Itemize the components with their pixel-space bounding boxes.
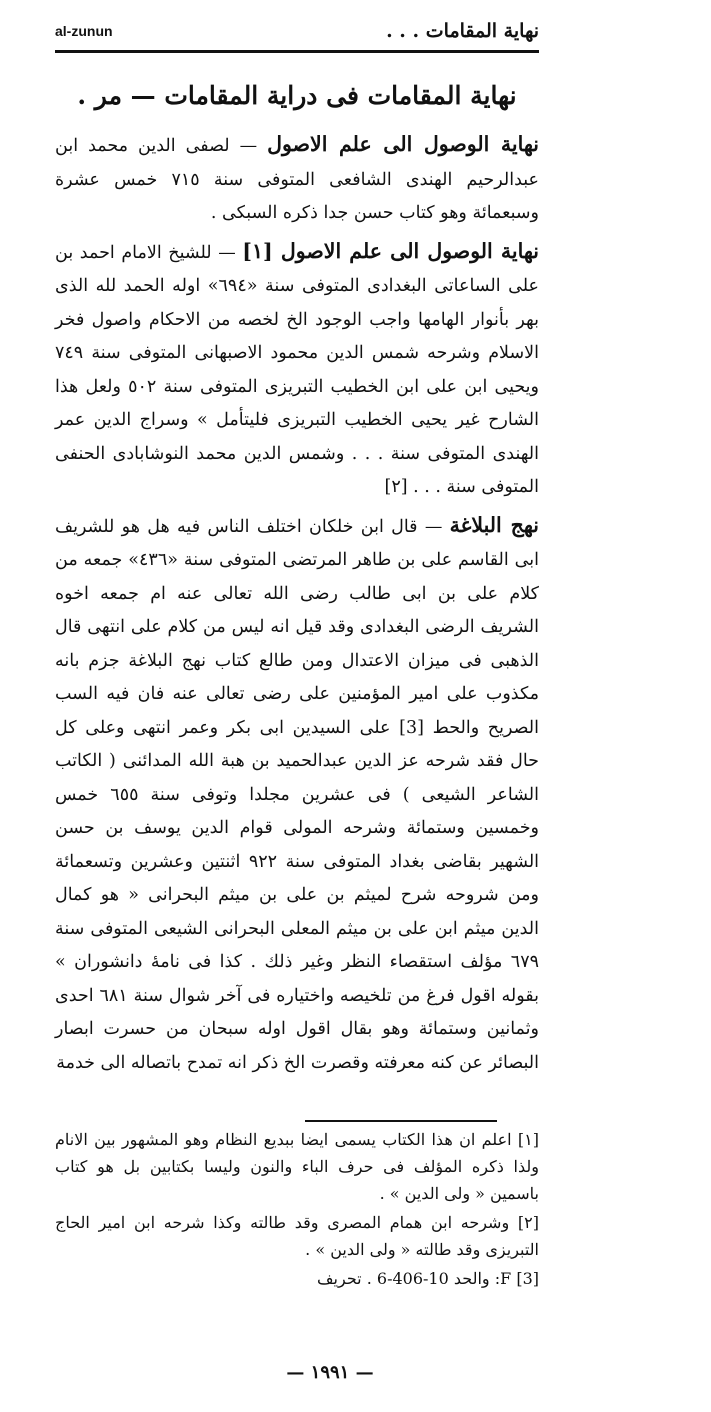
footnote-rule: [305, 1120, 497, 1122]
header-rule: [55, 50, 539, 53]
page-heading: نهاية المقامات فى دراية المقامات — مر .: [77, 81, 517, 110]
entry-title: نهاية الوصول الى علم الاصول [١]: [242, 238, 539, 263]
footnote: [١] اعلم ان هذا الكتاب يسمى ايضا ببديع النظام وهو المشهور بين الانام ولذا ذكره المؤلف فى حرف الباء والنون وليسا بكتابين بل هو كتاب باسمين « ولى الدين » .: [55, 1130, 539, 1203]
running-title: نهاية المقامات . . .: [386, 20, 539, 42]
entries-column: [55, 128, 539, 1080]
entry-title: نهاية الوصول الى علم الاصول: [267, 132, 539, 156]
entry-paragraph: [55, 509, 539, 1081]
footnote: [٢] وشرحه ابن همام المصرى وقد طالته وكذا شرحه ابن امير الحاج التبريزى وقد طالته « ولى الدين » .: [55, 1213, 539, 1259]
footnote: [3] F: والحد 10-406-6 . تحريف: [316, 1269, 539, 1288]
entry-body: — للشيخ الامام احمد بن على الساعاتى البغدادى المتوفى سنة «٦٩٤» اوله الحمد لله الذى بهر بأنوار الهامها واجب الوجود الخ لخصه من الاحكام واصول فخر الاسلام وشرحه شمس الدين محمود الاصبهانى المتوفى سنة ٧٤٩ ويحيى ابن على ابن الخطيب التبريزى المتوفى سنة ٥٠٢ ولعل هذا الشارح غير يحيى الخطيب التبريزى فليتأمل » وسراج الدين عمر الهندى المتوفى سنة . . . وشمس الدين محمد النوشابادى الحنفى المتوفى سنة . . . [٢]: [55, 242, 540, 497]
running-header: [55, 18, 539, 44]
entry-body: — قال ابن خلكان اختلف الناس فيه هل هو للشريف ابى القاسم على بن طاهر المرتضى المتوفى سنة «٤٣٦» جمعه من كلام على بن ابى طالب رضى الله تعالى عنه ام جمعه اخوه الشريف الرضى البغدادى وقد قيل انه ليس من كلام على انتهى قال الذهبى فى ميزان الاعتدال ومن طالع كتاب نهج البلاغة جزم بانه مكذوب على امير المؤمنين على رضى تعالى عنه فان فيه السب الصريح والحط [3] على السيدين ابى بكر وعمر انتهى وعلى كل حال فقد شرحه عز الدين عبدالحميد بن هبة الله المدائنى ( الكاتب الشاعر الشيعى ) فى عشرين مجلدا وتوفى سنة ٦٥٥ خمس وخمسين وستمائة وشرحه المولى قوام الدين يوسف بن حسن الشهير بقاضى بغداد المتوفى سنة ٩٢٢ اثنتين وعشرين وتسعمائة ومن شروحه شرح لميثم بن على بن ميثم البحرانى « هو كمال الدين ميثم ابن على بن ميثم المعلى البحرانى الشيعى المتوفى سنة ٦٧٩ مؤلف استقصاء النظر وغير ذلك . كذا فى نامهٔ دانشوران » بقوله اقول فرغ من تلخيصه واختياره فى آخر شوال سنة ٦٨١ احدى وثمانين وستمائة وهو بقال اقول اوله سبحان من حسرت ابصار البصائر عن كنه معرفته وقصرت الخ ذكر انه تمدح باتصاله الى خدمة: [55, 516, 540, 1073]
entry-title: نهج البلاغة: [449, 512, 539, 537]
site-mark: al-zunun: [55, 23, 113, 39]
footnotes: [55, 1126, 539, 1294]
page-number: — ١٩٩١ —: [286, 1362, 374, 1383]
entry-body: — لصفى الدين محمد ابن عبدالرحيم الهندى الشافعى المتوفى سنة ٧١٥ خمس عشرة وسبعمائة وهو كتاب حسن جدا ذكره السبكى .: [55, 136, 540, 223]
entry-paragraph: [55, 235, 539, 505]
entry-paragraph: [55, 128, 539, 231]
